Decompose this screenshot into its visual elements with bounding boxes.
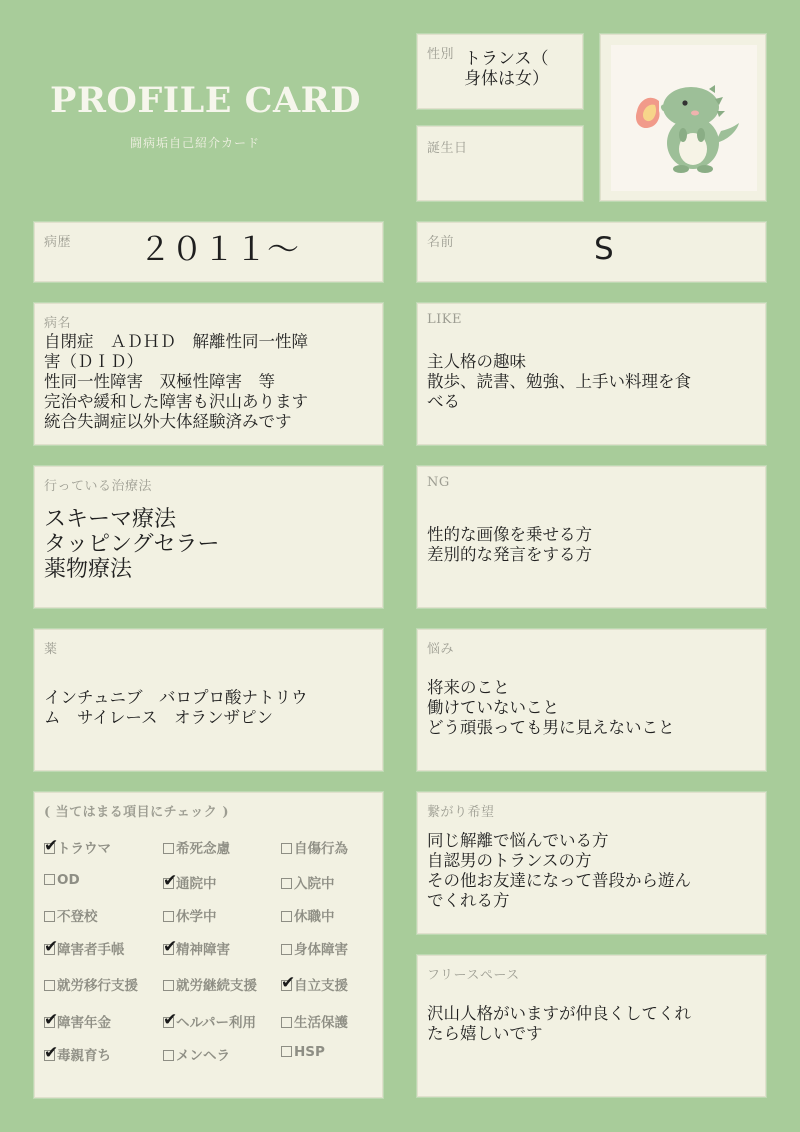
worries-value: 将来のこと 働けていないこと どう頑張っても男に見えないこと	[427, 678, 675, 737]
checklist-item[interactable]	[44, 905, 98, 925]
checklist-label: ( 当てはまる項目にチェック )	[44, 805, 229, 820]
checklist-item[interactable]	[163, 837, 230, 857]
checked-box-icon[interactable]	[163, 871, 178, 891]
checklist-item[interactable]	[44, 974, 138, 994]
like-card	[417, 303, 766, 445]
checklist-item[interactable]	[44, 1044, 111, 1064]
gender-label: 性別	[427, 47, 455, 62]
checkmark-icon: ✔	[163, 937, 178, 957]
ng-card	[417, 466, 766, 608]
checklist-item-label: 障害者手帳	[57, 942, 125, 958]
checkmark-icon: ✔	[163, 871, 178, 891]
like-value: 主人格の趣味 散歩、読書、勉強、上手い料理を食 べる	[427, 352, 691, 411]
checklist-item-label: メンヘラ	[176, 1048, 230, 1064]
free-space-label: フリースペース	[427, 968, 520, 983]
worries-card	[417, 629, 766, 771]
avatar-card	[600, 34, 766, 201]
unchecked-box-icon[interactable]	[44, 911, 55, 922]
page-title: PROFILE CARD	[50, 80, 362, 121]
checklist-item-label: 通院中	[176, 876, 217, 892]
treatment-card	[34, 466, 383, 608]
checklist-item-label: 障害年金	[57, 1015, 111, 1031]
checklist-item[interactable]	[163, 1011, 256, 1031]
medicine-card	[34, 629, 383, 771]
unchecked-box-icon[interactable]	[44, 980, 55, 991]
checked-box-icon[interactable]	[44, 1043, 59, 1063]
checklist-item[interactable]	[163, 1044, 230, 1064]
checklist-item-label: 毒親育ち	[57, 1048, 111, 1064]
gender-value: トランス（ 身体は女）	[464, 49, 549, 89]
checked-box-icon[interactable]	[44, 1010, 59, 1030]
checkmark-icon: ✔	[44, 1010, 59, 1030]
checklist-item[interactable]	[163, 905, 217, 925]
ng-label: NG	[427, 475, 450, 490]
diagnosis-value: 自閉症 ＡＤＨＤ 解離性同一性障 害（ＤＩＤ） 性同一性障害 双極性障害 等 完治や緩和した障害も沢山あります 統合失調症以外大体経験済みです	[44, 332, 308, 431]
checklist-item-label: 希死念慮	[176, 841, 230, 857]
free-space-card	[417, 955, 766, 1097]
checklist-item[interactable]	[281, 905, 335, 925]
history-label: 病歴	[44, 235, 72, 250]
checkmark-icon: ✔	[44, 1043, 59, 1063]
unchecked-box-icon[interactable]	[281, 944, 292, 955]
checklist-item-label: 自立支援	[294, 978, 348, 994]
checkmark-icon: ✔	[163, 1010, 178, 1030]
birthday-card	[417, 126, 583, 201]
diagnosis-label: 病名	[44, 316, 72, 331]
unchecked-box-icon[interactable]	[163, 843, 174, 854]
avatar-image	[611, 45, 757, 191]
checklist-item-label: 不登校	[57, 909, 98, 925]
checked-box-icon[interactable]	[44, 937, 59, 957]
checked-box-icon[interactable]	[281, 973, 296, 993]
diagnosis-card	[34, 303, 383, 445]
birthday-label: 誕生日	[427, 141, 468, 156]
connection-value: 同じ解離で悩んでいる方 自認男のトランスの方 その他お友達になって普段から遊ん でくれる方	[427, 831, 691, 910]
like-label: LIKE	[427, 312, 462, 327]
checklist-item-label: 休学中	[176, 909, 217, 925]
checklist-item-label: 休職中	[294, 909, 335, 925]
checklist-item-label: 生活保護	[294, 1015, 348, 1031]
unchecked-box-icon[interactable]	[163, 1050, 174, 1061]
checklist-item[interactable]	[281, 1044, 325, 1060]
checklist-item-label: トラウマ	[57, 841, 111, 857]
name-card	[417, 222, 766, 282]
checklist-item[interactable]	[281, 974, 348, 994]
page-subtitle: 闘病垢自己紹介カード	[130, 136, 261, 150]
checklist-item[interactable]	[281, 1011, 348, 1031]
history-value: ２０１１～	[139, 230, 300, 268]
unchecked-box-icon[interactable]	[163, 980, 174, 991]
dinosaur-breathing-fire-icon	[611, 45, 757, 191]
unchecked-box-icon[interactable]	[281, 911, 292, 922]
unchecked-box-icon[interactable]	[163, 911, 174, 922]
checklist-item[interactable]	[281, 938, 348, 958]
worries-label: 悩み	[427, 642, 455, 657]
checklist-item[interactable]	[163, 872, 217, 892]
checklist-item[interactable]	[281, 872, 335, 892]
unchecked-box-icon[interactable]	[44, 874, 55, 885]
treatment-label: 行っている治療法	[44, 479, 153, 494]
checklist-item[interactable]	[44, 1011, 111, 1031]
checklist-item-label: HSP	[294, 1044, 325, 1060]
unchecked-box-icon[interactable]	[281, 843, 292, 854]
gender-card	[417, 34, 583, 109]
checked-box-icon[interactable]	[163, 1010, 178, 1030]
unchecked-box-icon[interactable]	[281, 1017, 292, 1028]
checklist-item[interactable]	[44, 938, 125, 958]
checked-box-icon[interactable]	[44, 836, 59, 856]
name-value: S	[594, 231, 614, 267]
checklist-item[interactable]	[163, 938, 230, 958]
checked-box-icon[interactable]	[163, 937, 178, 957]
checkmark-icon: ✔	[44, 836, 59, 856]
checklist-item-label: 精神障害	[176, 942, 230, 958]
ng-value: 性的な画像を乗せる方 差別的な発言をする方	[427, 525, 592, 564]
checklist-item-label: 就労継続支援	[176, 978, 257, 994]
checklist-item[interactable]	[281, 837, 348, 857]
checklist-item-label: 入院中	[294, 876, 335, 892]
unchecked-box-icon[interactable]	[281, 878, 292, 889]
checklist-item[interactable]	[44, 837, 111, 857]
checklist-item-label: 自傷行為	[294, 841, 348, 857]
checkmark-icon: ✔	[281, 973, 296, 993]
checkmark-icon: ✔	[44, 937, 59, 957]
checklist-item-label: OD	[57, 872, 80, 888]
checklist-item[interactable]	[44, 872, 80, 888]
treatment-value: スキーマ療法 タッピングセラー 薬物療法	[44, 507, 220, 582]
free-space-value: 沢山人格がいますが仲良くしてくれ たら嬉しいです	[427, 1004, 691, 1043]
name-label: 名前	[427, 235, 455, 250]
checklist-item-label: ヘルパー利用	[176, 1015, 257, 1031]
checklist-item-label: 身体障害	[294, 942, 348, 958]
medicine-label: 薬	[44, 642, 58, 657]
connection-card	[417, 792, 766, 934]
checklist-item[interactable]	[163, 974, 257, 994]
checklist-item-label: 就労移行支援	[57, 978, 138, 994]
history-card	[34, 222, 383, 282]
connection-label: 繋がり希望	[427, 805, 495, 820]
unchecked-box-icon[interactable]	[281, 1046, 292, 1057]
checklist-card	[34, 792, 383, 1098]
medicine-value: インチュニブ バロプロ酸ナトリウ ム サイレース オランザピン	[44, 688, 308, 727]
